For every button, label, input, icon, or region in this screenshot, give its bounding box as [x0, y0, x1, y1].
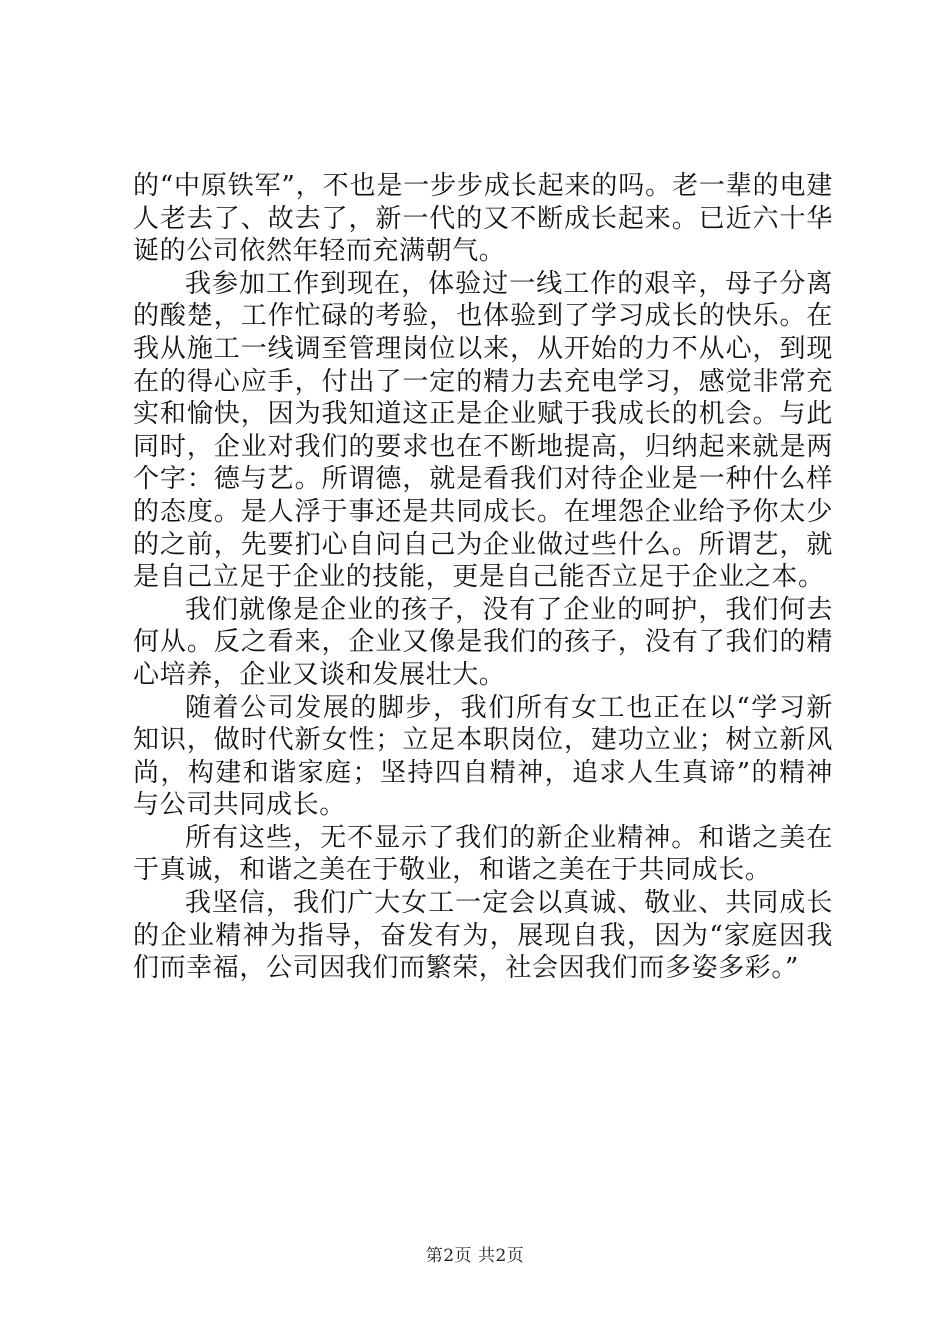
paragraph: 我们就像是企业的孩子，没有了企业的呵护，我们何去何从。反之看来，企业又像是我们的孩子，没有了我们的精心培养，企业又谈和发展壮大。 — [133, 594, 833, 690]
paragraph-continuation: 的“中原铁军”，不也是一步步成长起来的吗。老一辈的电建人老去了、故去了，新一代的又不断成长起来。已近六十华诞的公司依然年轻而充满朝气。 — [133, 171, 833, 267]
page-footer — [0, 1244, 950, 1268]
paragraph: 随着公司发展的脚步，我们所有女工也正在以“学习新知识，做时代新女性；立足本职岗位，建功立业；树立新风尚，构建和谐家庭；坚持四自精神，追求人生真谛”的精神与公司共同成长。 — [133, 692, 833, 821]
page-number-label: 第2页 共2页 — [425, 1246, 525, 1266]
paragraph: 所有这些，无不显示了我们的新企业精神。和谐之美在于真诚，和谐之美在于敬业，和谐之美在于共同成长。 — [133, 822, 833, 886]
paragraph: 我坚信，我们广大女工一定会以真诚、敬业、共同成长的企业精神为指导，奋发有为，展现自我，因为“家庭因我们而幸福，公司因我们而繁荣，社会因我们而多姿多彩。” — [133, 888, 833, 984]
paragraph: 我参加工作到现在，体验过一线工作的艰辛，母子分离的酸楚，工作忙碌的考验，也体验到了学习成长的快乐。在我从施工一线调至管理岗位以来，从开始的力不从心，到现在的得心应手，付出了一定的精力去充电学习，感觉非常充实和愉快，因为我知道这正是企业赋于我成长的机会。与此同时，企业对我们的要求也在不断地提高，归纳起来就是两个字：德与艺。所谓德，就是看我们对待企业是一种什么样的态度。是人浮于事还是共同成长。在埋怨企业给予你太少的之前，先要扪心自问自己为企业做过些什么。所谓艺，就是自己立足于企业的技能，更是自己能否立足于企业之本。 — [133, 268, 833, 593]
document-body — [133, 170, 833, 985]
